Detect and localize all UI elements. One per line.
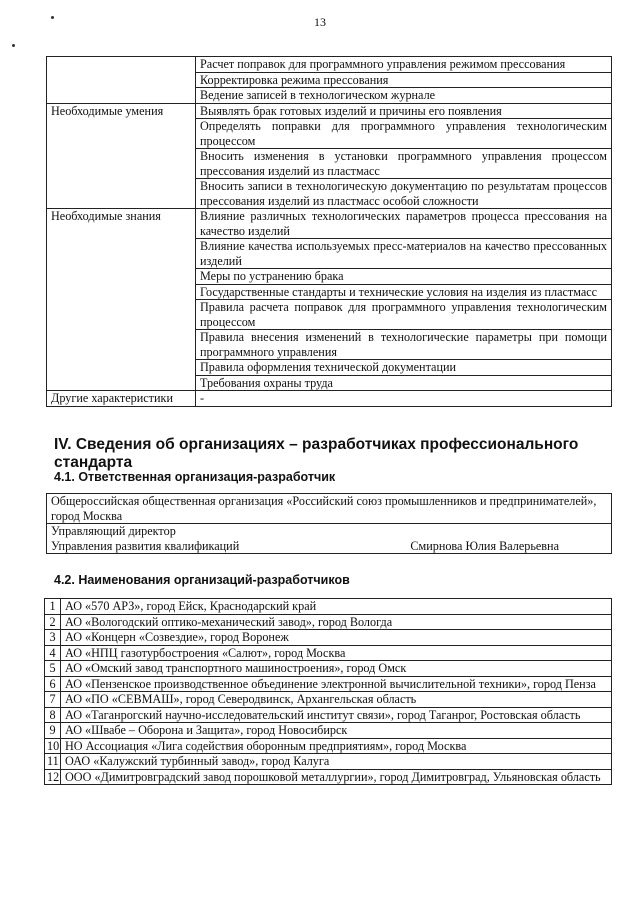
table-row xyxy=(47,209,612,239)
organization-name: АО «Омский завод транспортного машиностроения», город Омск xyxy=(61,661,612,677)
department-name: Управления развития квалификаций xyxy=(51,538,240,553)
person-name: Смирнова Юлия Валерьевна xyxy=(410,538,559,553)
table-row xyxy=(47,103,612,119)
organization-name: АО «570 АРЗ», город Ейск, Краснодарский край xyxy=(61,599,612,615)
table-row xyxy=(45,599,612,615)
table-cell: Влияние качества используемых пресс-материалов на качество прессованных изделий xyxy=(196,239,612,269)
scan-speck xyxy=(51,16,54,19)
developers-table xyxy=(44,598,612,785)
table-row xyxy=(47,57,612,73)
requirements-table xyxy=(46,56,612,407)
signature-line xyxy=(51,539,607,554)
organization-name: Общероссийская общественная организация «Российский союз промышленников и предпринимателей», город Москва xyxy=(47,494,612,524)
table-cell: Правила внесения изменений в технологические параметры при помощи программного управления xyxy=(196,330,612,360)
table-row xyxy=(45,692,612,708)
table-cell: Правила оформления технической документации xyxy=(196,360,612,376)
scan-speck xyxy=(12,44,15,47)
table-row xyxy=(45,723,612,739)
table-cell: Корректировка режима прессования xyxy=(196,72,612,88)
organization-name: АО «Концерн «Созвездие», город Воронеж xyxy=(61,630,612,646)
table-cell: - xyxy=(196,391,612,407)
table-row xyxy=(47,524,612,554)
row-number: 6 xyxy=(45,676,61,692)
row-number: 3 xyxy=(45,630,61,646)
subsection-heading-developers: 4.2. Наименования организаций-разработчиков xyxy=(54,573,350,587)
position-title: Управляющий директор xyxy=(51,524,176,538)
signatory-cell xyxy=(47,524,612,554)
row-number: 2 xyxy=(45,614,61,630)
row-number: 7 xyxy=(45,692,61,708)
row-number: 12 xyxy=(45,769,61,785)
table-cell: Вносить изменения в установки программного управления процессом прессования изделий из пластмасс xyxy=(196,149,612,179)
table-row xyxy=(47,391,612,407)
table-cell: Правила расчета поправок для программного управления технологическим процессом xyxy=(196,300,612,330)
row-number: 10 xyxy=(45,738,61,754)
table-cell: Ведение записей в технологическом журнале xyxy=(196,88,612,104)
table-cell: Определять поправки для программного управления технологическим процессом xyxy=(196,119,612,149)
table-cell: Меры по устранению брака xyxy=(196,269,612,285)
organization-name: АО «ПО «СЕВМАШ», город Северодвинск, Архангельская область xyxy=(61,692,612,708)
table-row xyxy=(45,614,612,630)
organization-name: ООО «Димитровградский завод порошковой металлургии», город Димитровград, Ульяновская область xyxy=(61,769,612,785)
organization-name: АО «НПЦ газотурбостроения «Салют», город Москва xyxy=(61,645,612,661)
subsection-heading-responsible: 4.1. Ответственная организация-разработчик xyxy=(54,470,336,484)
organization-name: ОАО «Калужский турбинный завод», город Калуга xyxy=(61,754,612,770)
knowledge-label: Необходимые знания xyxy=(47,209,196,391)
other-label: Другие характеристики xyxy=(47,391,196,407)
row-number: 5 xyxy=(45,661,61,677)
row-number: 9 xyxy=(45,723,61,739)
table-row xyxy=(45,630,612,646)
organization-name: АО «Швабе – Оборона и Защита», город Новосибирск xyxy=(61,723,612,739)
table-cell: Требования охраны труда xyxy=(196,375,612,391)
table-cell: Влияние различных технологических параметров процесса прессования на качество изделий xyxy=(196,209,612,239)
table-row xyxy=(45,676,612,692)
row-number: 4 xyxy=(45,645,61,661)
organization-name: АО «Пензенское производственное объединение электронной вычислительной техники», город Пенза xyxy=(61,676,612,692)
organization-name: НО Ассоциация «Лига содействия оборонным предприятиям», город Москва xyxy=(61,738,612,754)
page-number: 13 xyxy=(314,15,326,29)
responsible-org-table xyxy=(46,493,612,554)
table-cell: Вносить записи в технологическую документацию по результатам процессов прессования изделий из пластмасс особой сложности xyxy=(196,179,612,209)
skills-label: Необходимые умения xyxy=(47,103,196,209)
table-row xyxy=(45,738,612,754)
table-cell: Расчет поправок для программного управления режимом прессования xyxy=(196,57,612,73)
section-heading: IV. Сведения об организациях – разработчиках профессионального стандарта xyxy=(54,436,579,471)
organization-name: АО «Таганрогский научно-исследовательский институт связи», город Таганрог, Ростовская область xyxy=(61,707,612,723)
row-number: 11 xyxy=(45,754,61,770)
table-row xyxy=(45,645,612,661)
table-row xyxy=(45,769,612,785)
row-label xyxy=(47,57,196,104)
row-number: 1 xyxy=(45,599,61,615)
organization-name: АО «Вологодский оптико-механический завод», город Вологда xyxy=(61,614,612,630)
table-row xyxy=(45,754,612,770)
table-row xyxy=(45,707,612,723)
table-cell: Государственные стандарты и технические условия на изделия из пластмасс xyxy=(196,284,612,300)
table-cell: Выявлять брак готовых изделий и причины его появления xyxy=(196,103,612,119)
table-row xyxy=(45,661,612,677)
row-number: 8 xyxy=(45,707,61,723)
table-row xyxy=(47,494,612,524)
